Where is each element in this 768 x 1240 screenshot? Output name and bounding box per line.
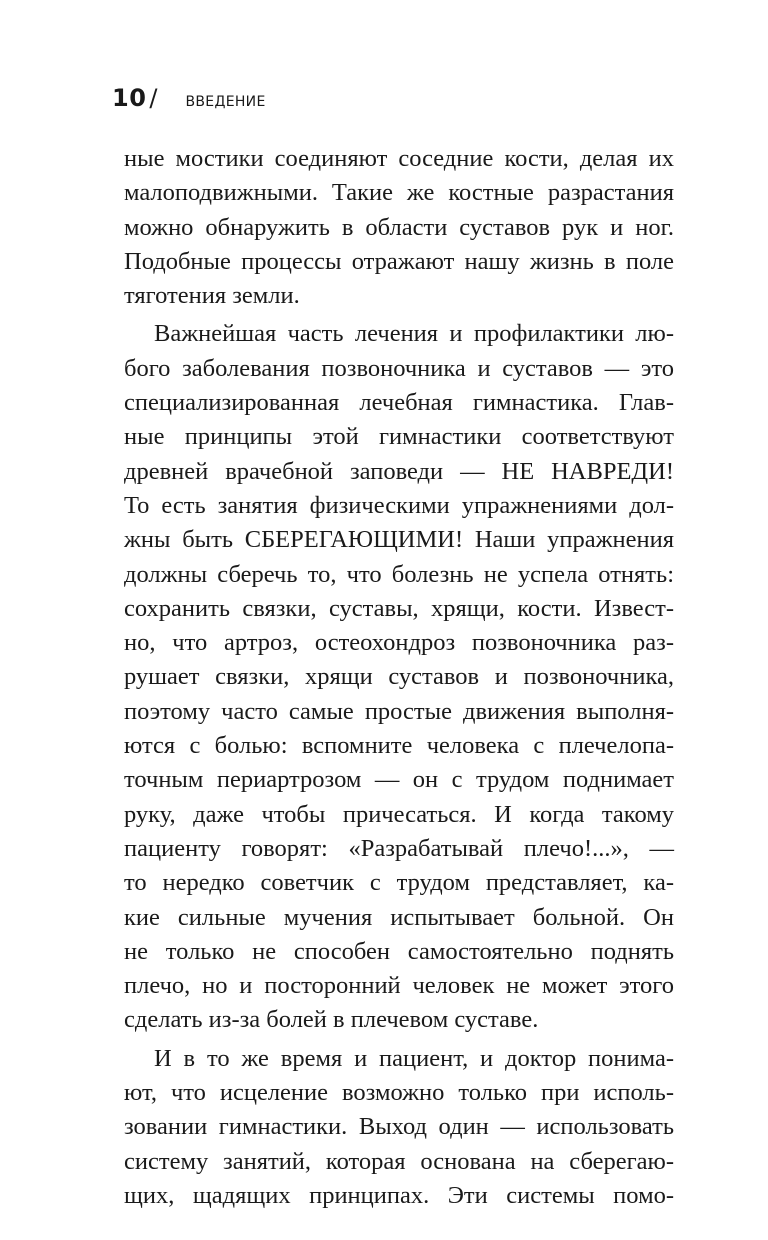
text-line: щих, щадящих принципах. Эти системы помо- — [124, 1181, 674, 1209]
header-separator: / — [149, 84, 158, 112]
paragraph — [124, 1042, 674, 1213]
text-line: И в то же время и пациент, и доктор понима- — [154, 1044, 674, 1072]
text-line: сделать из-за болей в плечевом суставе. — [124, 1006, 539, 1034]
text-line: можно обнаружить в области суставов рук и ног. — [124, 213, 674, 241]
text-line: поэтому часто самые простые движения выполня- — [124, 697, 674, 725]
text-line: систему занятий, которая основана на сберегаю- — [124, 1147, 674, 1175]
text-line: специализированная лечебная гимнастика. Глав- — [124, 389, 674, 417]
text-line: То есть занятия физическими упражнениями дол- — [124, 491, 674, 519]
text-line: не только не способен самостоятельно поднять — [124, 937, 674, 965]
text-line: пациенту говорят: «Разрабатывай плечо!...», — — [124, 834, 674, 862]
text-line: ные мостики соединяют соседние кости, делая их — [124, 145, 674, 172]
text-line: тяготения земли. — [124, 282, 300, 310]
text-line: бого заболевания позвоночника и суставов — это — [124, 354, 674, 382]
text-line: древней врачебной заповеди — НЕ НАВРЕДИ! — [124, 457, 674, 485]
page-number: 10 — [112, 84, 147, 112]
text-line: рушает связки, хрящи суставов и позвоночника, — [124, 663, 674, 691]
text-line: плечо, но и посторонний человек не может этого — [124, 972, 674, 1000]
text-line: ные принципы этой гимнастики соответствуют — [124, 423, 674, 451]
section-title: ВВЕДЕНИЕ — [185, 94, 266, 110]
paragraph — [124, 142, 674, 313]
text-line: руку, даже чтобы причесаться. И когда такому — [124, 800, 674, 828]
text-line: кие сильные мучения испытывает больной. Он — [124, 903, 674, 931]
body-text — [124, 142, 674, 1213]
text-line: зовании гимнастики. Выход один — использовать — [124, 1113, 674, 1141]
text-line: то нередко советчик с трудом представляет, ка- — [124, 869, 674, 897]
text-line: Подобные процессы отражают нашу жизнь в поле — [124, 247, 674, 275]
text-line: ются с болью: вспомните человека с плечелопа- — [124, 732, 674, 760]
text-line: ют, что исцеление возможно только при исполь- — [124, 1079, 674, 1107]
paragraph — [124, 317, 674, 1037]
running-head — [112, 84, 266, 114]
text-line: точным периартрозом — он с трудом поднимает — [124, 766, 674, 794]
text-line: малоподвижными. Такие же костные разрастания — [124, 179, 674, 207]
text-line: но, что артроз, остеохондроз позвоночника раз- — [124, 629, 674, 657]
text-line: сохранить связки, суставы, хрящи, кости. Извест- — [124, 594, 674, 622]
text-line: жны быть СБЕРЕГАЮЩИМИ! Наши упражнения — [124, 526, 674, 554]
text-line: должны сберечь то, что болезнь не успела отнять: — [124, 560, 674, 588]
text-line: Важнейшая часть лечения и профилактики лю- — [154, 320, 674, 348]
